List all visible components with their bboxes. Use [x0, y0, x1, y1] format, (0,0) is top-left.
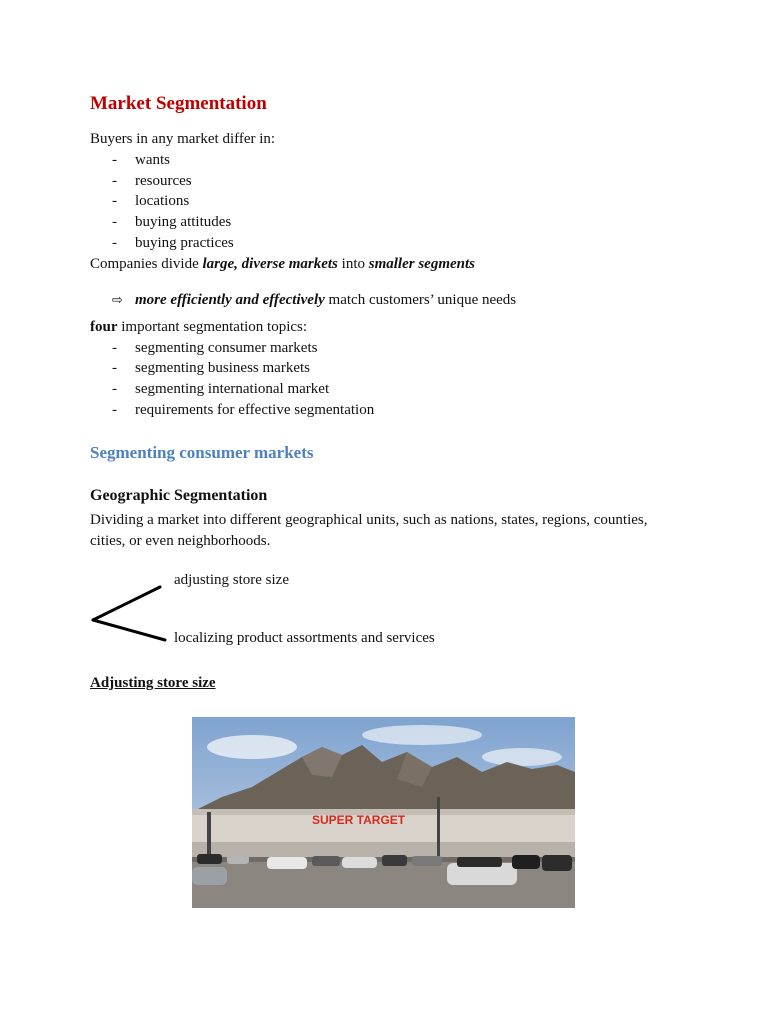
- branch-line-upper: [93, 587, 160, 620]
- store-sign: SUPER TARGET: [312, 813, 406, 827]
- list-item: - segmenting consumer markets: [112, 340, 318, 356]
- companies-line: Companies divide large, diverse markets into smaller segments: [90, 256, 476, 272]
- branch-label: adjusting store size: [174, 572, 289, 588]
- list-item: - segmenting business markets: [112, 360, 310, 376]
- intro-text: Buyers in any market differ in:: [90, 131, 276, 147]
- list-item: - segmenting international market: [112, 381, 330, 397]
- list-item: - requirements for effective segmentation: [112, 402, 375, 418]
- list-item: - buying practices: [112, 235, 234, 251]
- branch-label: localizing product assortments and services: [174, 630, 435, 646]
- list-item: - wants: [112, 152, 170, 168]
- branch-line-lower: [93, 620, 165, 640]
- super-target-photo: [192, 717, 575, 908]
- list-item: - buying attitudes: [112, 214, 232, 230]
- arrow-line: ⇨ more efficiently and effectively match customers’ unique needs: [112, 290, 516, 311]
- list-item: - locations: [112, 193, 190, 209]
- right-arrow-icon: ⇨: [112, 293, 123, 308]
- subheading: Geographic Segmentation: [90, 487, 268, 504]
- branch-diagram: [90, 580, 180, 650]
- topics-intro: four important segmentation topics:: [90, 319, 308, 335]
- list-item: - resources: [112, 173, 192, 189]
- section-heading: Segmenting consumer markets: [90, 443, 314, 462]
- page-title: Market Segmentation: [90, 93, 267, 114]
- geo-paragraph: Dividing a market into different geographical units, such as nations, states, regions, counties, cities, or even neighborhoods.: [90, 512, 648, 549]
- subsection-heading: Adjusting store size: [90, 675, 216, 691]
